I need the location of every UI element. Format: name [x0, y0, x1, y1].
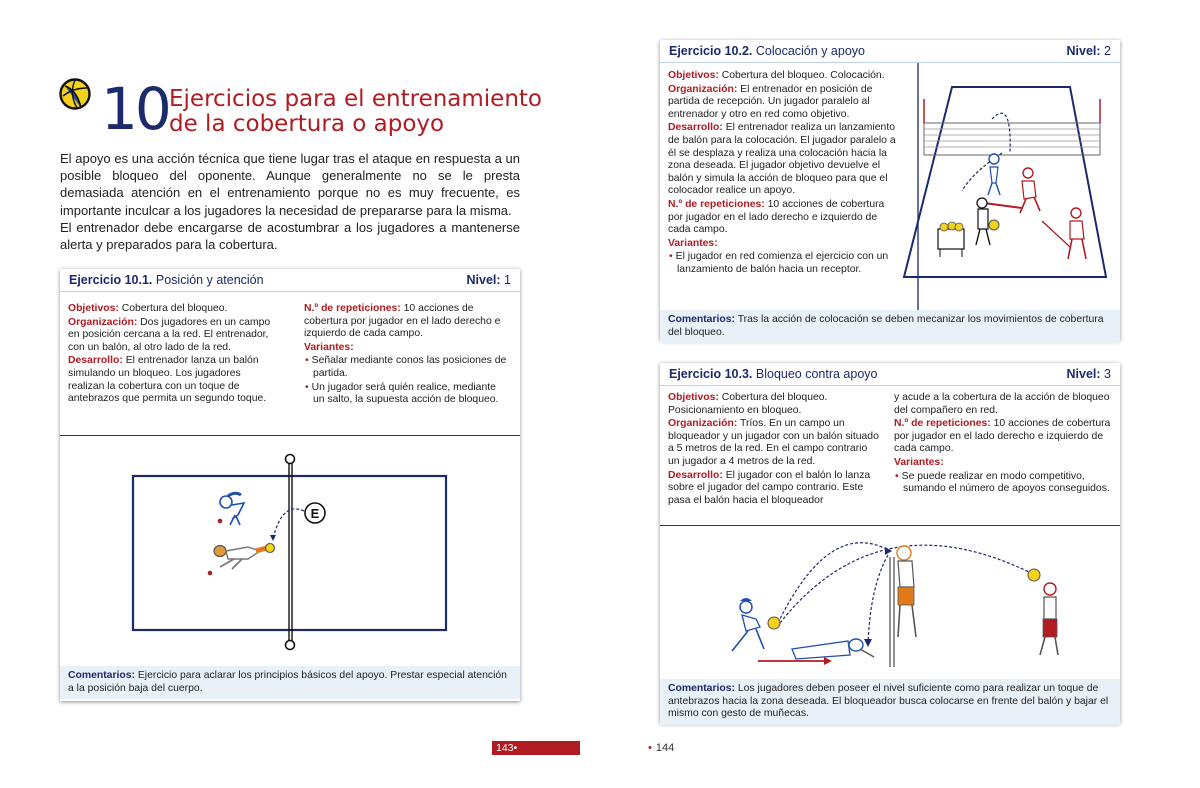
exercise-10-2-card — [660, 40, 1120, 340]
exercise-right-column — [894, 392, 1114, 497]
level-label: Nivel: — [1066, 367, 1101, 381]
comentarios-box — [60, 666, 520, 699]
player-blocker — [897, 546, 916, 637]
page-bullet: • — [648, 742, 652, 754]
coach-label: E — [310, 506, 320, 521]
court-diagram — [60, 439, 520, 665]
variante-item: • Un jugador será quién realice, mediante un salto, la supuesta acción de bloqueo. — [304, 382, 509, 407]
desarrollo-text: El entrenador lanza un balón simulando un bloqueo. Los jugadores realizan la cobertura con un toque de antebrazos que permita un segundo toque. — [68, 355, 267, 405]
player-forearm — [732, 598, 780, 651]
comentarios-label: Comentarios: — [668, 683, 735, 694]
comentarios-text: Los jugadores deben poseer el nivel suficiente como para realizar un toque de antebrazos hacia la zona deseada. El bloqueador busca colocarse en frente del balón y bajar el mismo con gesto de muñecas. — [668, 683, 1109, 720]
variante-item: • El jugador en red comienza el ejercicio con un lanzamiento de balón hacia un receptor. — [668, 251, 900, 276]
player-thrower — [1028, 569, 1058, 655]
variantes-label: Variantes: — [668, 237, 718, 249]
objetivos-text: Cobertura del bloqueo. Colocación. — [721, 70, 885, 81]
desarrollo-label: Desarrollo: — [668, 469, 723, 481]
exercise-id: Ejercicio 10.3. — [669, 367, 753, 381]
exercise-10-3-card — [660, 363, 1120, 723]
repeticiones-label: N.º de repeticiones: — [668, 198, 765, 210]
chapter-title-line2: de la cobertura o apoyo — [169, 111, 445, 137]
player-top — [218, 493, 244, 525]
organizacion-text: El entrenador en posición de partida de recepción. Un jugador paralelo al entrenador y otro en red como objetivo. — [668, 83, 873, 120]
organizacion-label: Organización: — [668, 83, 738, 95]
ball-trajectory — [778, 543, 890, 623]
exercise-id: Ejercicio 10.2. — [669, 44, 753, 58]
desarrollo-text: El entrenador realiza un lanzamiento de balón para la colocación. El jugador paralelo a él se desplaza y realiza una colocación hacia la zona deseada. El jugador objetivo devuelve el balón y simula la acción de bloqueo para que el colocador realice un apoyo. — [668, 122, 896, 197]
exercise-name: Colocación y apoyo — [755, 44, 865, 58]
desarrollo-text: El jugador con el balón lo lanza sobre el jugador del campo contrario. Este pasa el balón hacia el bloqueador — [668, 469, 871, 506]
repeticiones-text: 10 acciones de cobertura por jugador en el lado derecho e izquierdo de cada campo. — [668, 198, 885, 236]
repeticiones-text: 10 acciones de cobertura por jugador en el lado derecho e izquierdo de cada campo. — [304, 303, 501, 340]
chapter-title-line1: Ejercicios para el entrenamiento — [169, 86, 542, 112]
level-label: Nivel: — [1066, 44, 1101, 58]
repeticiones-label: N.º de repeticiones: — [304, 303, 401, 314]
ball-basket — [938, 222, 964, 257]
variante-item: • Se puede realizar en modo competitivo, sumando el número de apoyos conseguidos. — [894, 471, 1114, 496]
intro-text — [60, 150, 520, 253]
exercise-right-column — [304, 303, 509, 408]
desarrollo-label: Desarrollo: — [68, 355, 123, 367]
exercise-left-column — [68, 303, 278, 407]
comentarios-box — [660, 310, 1120, 343]
exercise-left-column — [668, 392, 880, 508]
level-value: 2 — [1104, 44, 1111, 58]
page-number-left: 143• — [492, 741, 580, 755]
organizacion-label: Organización: — [68, 316, 138, 328]
variante-item: • Señalar mediante conos las posiciones de partida. — [304, 355, 509, 380]
comentarios-label: Comentarios: — [668, 314, 735, 325]
net-post-bottom — [286, 641, 295, 650]
section-divider — [60, 435, 520, 436]
exercise-text-column — [668, 70, 900, 278]
objetivos-label: Objetivos: — [668, 70, 719, 81]
exercise-header — [660, 363, 1120, 386]
player-net — [988, 154, 1000, 195]
objetivos-text: Cobertura del bloqueo. — [121, 303, 228, 314]
variantes-label: Variantes: — [304, 341, 354, 353]
comentarios-label: Comentarios: — [68, 670, 135, 681]
net-post-top — [286, 455, 295, 464]
intro-paragraph-1: El apoyo es una acción técnica que tiene lugar tras el ataque en respuesta a un posible bloqueo del oponente. Aunque generalmente no se le presta demasiada atención en el entrenamiento porque no es muy frecuente, es importante inculcar a los jugadores la necesidad de prepararse para la misma. — [60, 151, 520, 218]
desarrollo-label: Desarrollo: — [668, 122, 723, 134]
objetivos-label: Objetivos: — [68, 303, 119, 314]
objetivos-label: Objetivos: — [668, 392, 719, 403]
organizacion-text: Tríos. En un campo un bloqueador y un jugador con un balón situado a 5 metros de la red. En el campo contrario un jugador a 4 metros de la red. — [668, 418, 879, 467]
exercise-id: Ejercicio 10.1. — [69, 273, 153, 287]
chapter-number: 10 — [101, 75, 169, 143]
comentarios-text: Tras la acción de colocación se deben mecanizar los movimientos de cobertura del bloqueo. — [668, 314, 1104, 338]
exercise-header — [60, 269, 520, 292]
court-perspective-diagram — [902, 63, 1120, 311]
desarrollo-continued: y acude a la cobertura de la acción de bloqueo del compañero en red. — [894, 392, 1110, 416]
exercise-header — [660, 40, 1120, 63]
level-value: 1 — [504, 273, 511, 287]
comentarios-box — [660, 679, 1120, 725]
volleyball-icon — [59, 78, 91, 110]
level-value: 3 — [1104, 367, 1111, 381]
objetivos-text: Cobertura del bloqueo. Posicionamiento en bloqueo. — [668, 392, 828, 416]
organizacion-text: Dos jugadores en un campo en posición cercana a la red. El entrenador, con un balón, al otro lado de la red. — [68, 316, 271, 353]
level-label: Nivel: — [466, 273, 501, 287]
repeticiones-label: N.º de repeticiones: — [894, 418, 991, 430]
player-right — [1068, 208, 1086, 259]
page-number-right — [648, 741, 674, 755]
intro-paragraph-2: El entrenador debe encargarse de acostumbrar a los jugadores a mantenerse alerta y preparados para la cobertura. — [60, 219, 520, 253]
chapter-title — [169, 87, 542, 137]
exercise-name: Posición y atención — [155, 273, 264, 287]
player-diving — [792, 639, 874, 659]
page-number-right-value: 144 — [655, 742, 675, 754]
exercise-name: Bloqueo contra apoyo — [755, 367, 878, 381]
player-bottom — [208, 544, 275, 576]
variantes-label: Variantes: — [894, 456, 944, 468]
comentarios-text: Ejercicio para aclarar los principios básicos del apoyo. Prestar especial atención a la posición baja del cuerpo. — [68, 670, 507, 694]
organizacion-label: Organización: — [668, 418, 738, 430]
player-setter — [1020, 168, 1040, 213]
exercise-10-1-card — [60, 269, 520, 701]
repeticiones-text: 10 acciones de cobertura por jugador en el lado derecho e izquierdo de cada campo. — [894, 418, 1111, 455]
blocking-diagram — [660, 527, 1120, 679]
section-divider — [660, 525, 1120, 526]
